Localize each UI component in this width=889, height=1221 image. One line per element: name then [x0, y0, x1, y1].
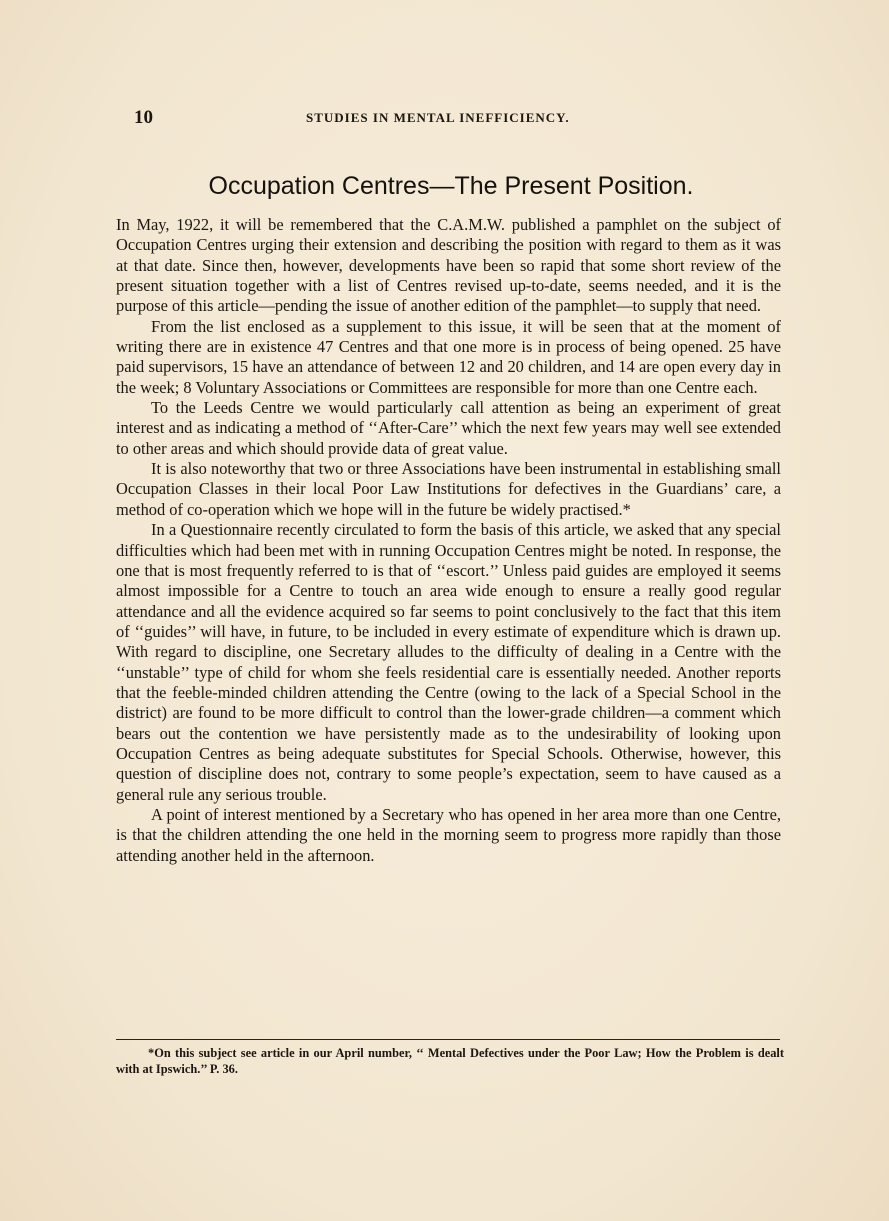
page-number: 10 [134, 107, 153, 128]
running-title: STUDIES IN MENTAL INEFFICIENCY. [306, 110, 570, 125]
footnote-divider [116, 1039, 780, 1040]
paragraph: From the list enclosed as a supplement to this issue, it will be seen that at the moment of writing there are in existence 47 Centres and that one more is in process of being opened. 25 have paid supervisors, 15 have an attendance of between 12 and 20 children, and 14 are open every day in the week; 8 Voluntary Associations or Committees are responsible for more than one Centre each. [116, 316, 781, 397]
paragraph: In May, 1922, it will be remembered that the C.A.M.W. published a pamphlet on the subject of Occupation Centres urging their extension and describing the position with regard to them as it was at that date. Since then, however, developments have been so rapid that some short review of the present situation together with a list of Centres revised up-to-date, seems needed, and it is the purpose of this article—pending the issue of another edition of the pamphlet—to supply that need. [116, 215, 781, 316]
paragraph: It is also noteworthy that two or three Associations have been instrumental in establishing small Occupation Classes in their local Poor Law Institutions for defectives in the Guardians’ care, a method of co-operation which we hope will in the future be widely practised.* [116, 459, 781, 519]
paragraph: To the Leeds Centre we would particularly call attention as being an experiment of great interest and as indicating a method of ‘‘After-Care’’ which the next few years may well see extended to other areas and which should provide data of great value. [116, 398, 781, 458]
article-body [116, 215, 781, 866]
paragraph: A point of interest mentioned by a Secretary who has opened in her area more than one Centre, is that the children attending the one held in the morning seem to progress more rapidly than those attending another held in the afternoon. [116, 804, 781, 865]
paragraph: In a Questionnaire recently circulated to form the basis of this article, we asked that any special difficulties which had been met with in running Occupation Centres might be noted. In response, the one that is most frequently referred to is that of ‘‘escort.’’ Unless paid guides are employed it seems almost impossible for a Centre to touch an area wide enough to ensure a really good regular attendance and all the evidence acquired so far seems to point conclusively to the fact that this item of ‘‘guides’’ will have, in future, to be included in every estimate of expenditure which is drawn up. With regard to discipline, one Secretary alludes to the difficulty of dealing in a Centre with the ‘‘unstable’’ type of child for whom she feels residential care is essentially needed. Another reports that the feeble-minded children attending the Centre (owing to the lack of a Special School in the district) are found to be more difficult to control than the lower-grade children—a comment which bears out the contention we have persistently made as to the undesirability of looking upon Occupation Centres as being adequate substitutes for Special Schools. Otherwise, however, this question of discipline does not, contrary to some people’s expectation, seem to have caused as a general rule any serious trouble. [116, 520, 781, 804]
article-title: Occupation Centres—The Present Position. [208, 172, 694, 200]
running-head [116, 107, 786, 131]
footnote: *On this subject see article in our April number, ‘‘ Mental Defectives under the Poor Law; How the Problem is dealt with at Ipswich.’’ P. 36. [116, 1046, 784, 1076]
